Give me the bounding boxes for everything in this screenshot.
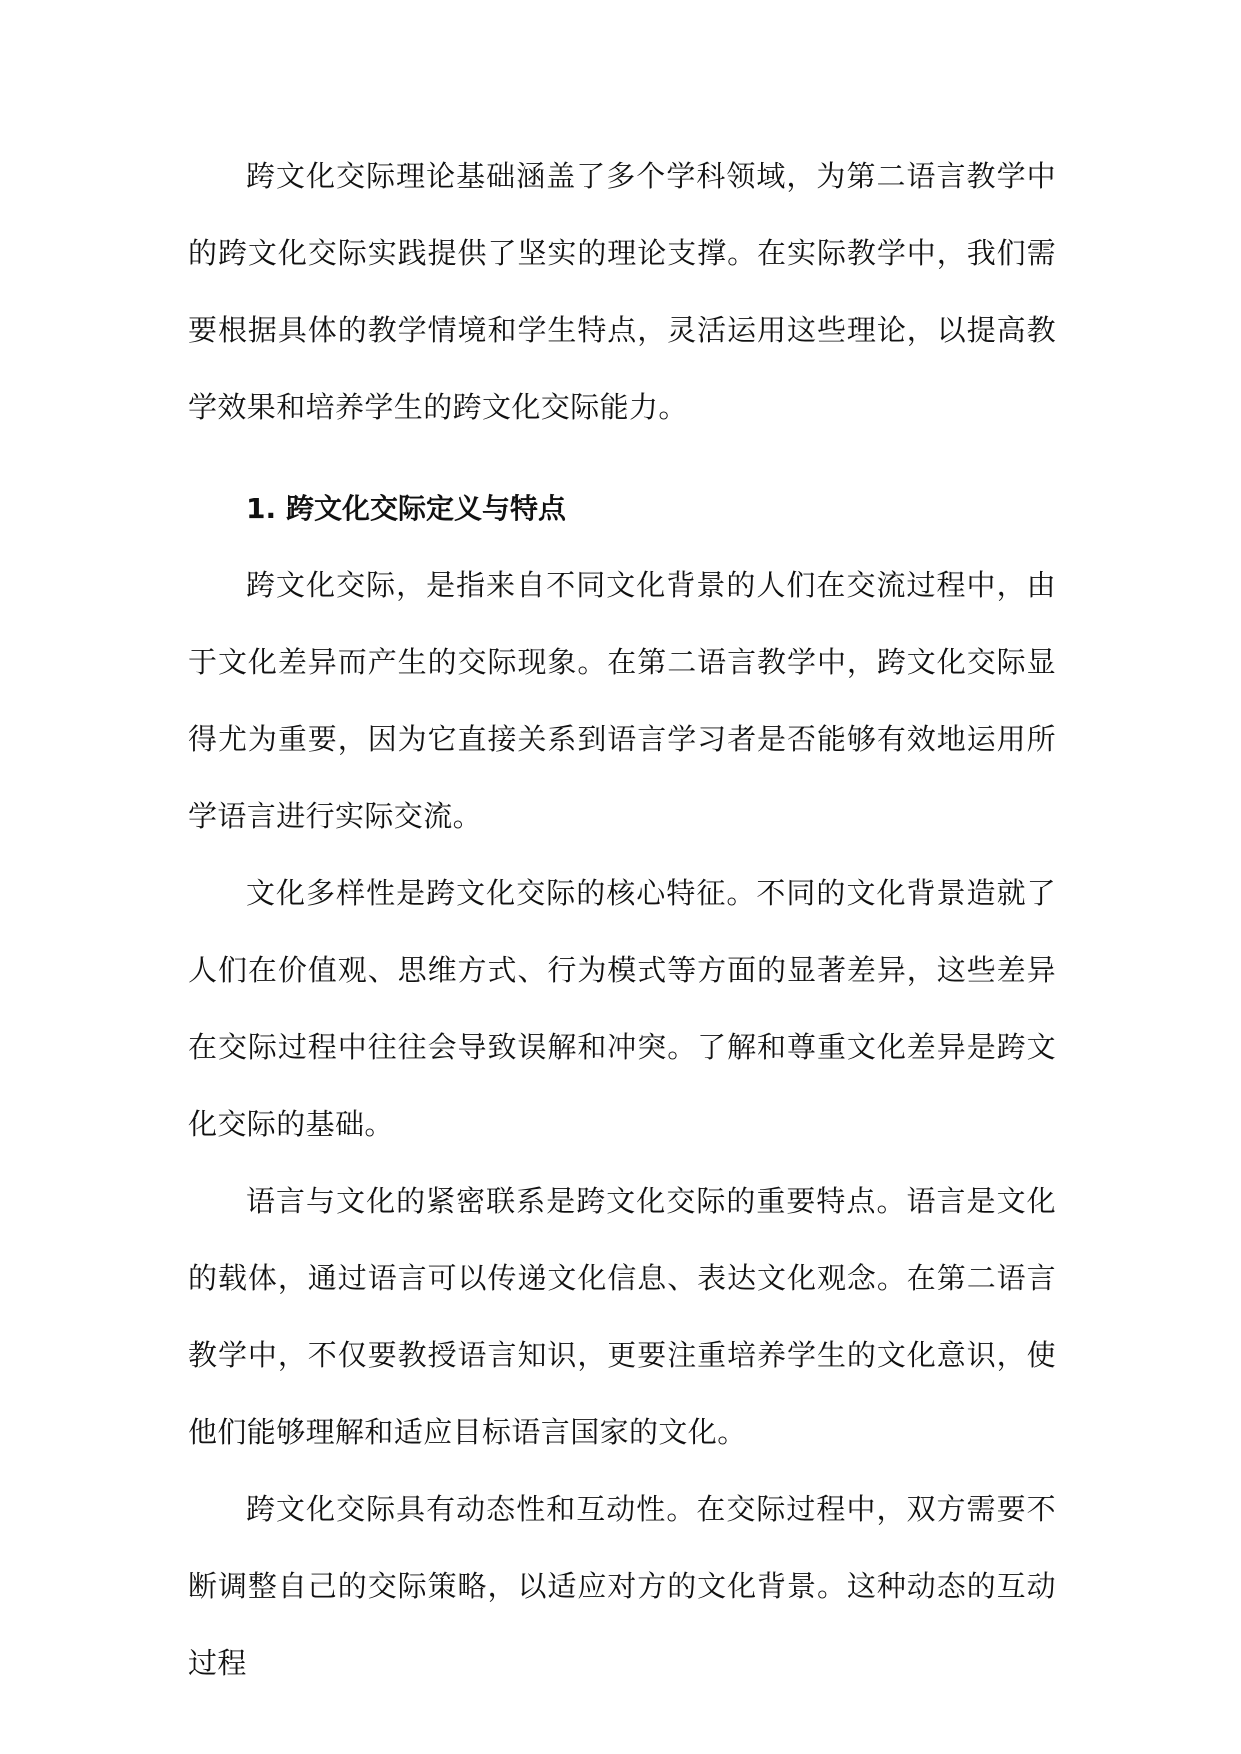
section-number: 1. bbox=[246, 492, 277, 525]
paragraph-diversity: 文化多样性是跨文化交际的核心特征。不同的文化背景造就了人们在价值观、思维方式、行为模式等方面的显著差异，这些差异在交际过程中往往会导致误解和冲突。了解和尊重文化差异是跨文化交际的基础。 bbox=[188, 876, 1056, 1141]
paragraph-dynamics: 跨文化交际具有动态性和互动性。在交际过程中，双方需要不断调整自己的交际策略，以适应对方的文化背景。这种动态的互动过程 bbox=[188, 1492, 1056, 1680]
document-page bbox=[188, 138, 1056, 1702]
paragraph-definition: 跨文化交际，是指来自不同文化背景的人们在交流过程中，由于文化差异而产生的交际现象。在第二语言教学中，跨文化交际显得尤为重要，因为它直接关系到语言学习者是否能够有效地运用所学语言进行实际交流。 bbox=[188, 568, 1056, 833]
section-title: 跨文化交际定义与特点 bbox=[286, 492, 567, 525]
intro-paragraph: 跨文化交际理论基础涵盖了多个学科领域，为第二语言教学中的跨文化交际实践提供了坚实的理论支撑。在实际教学中，我们需要根据具体的教学情境和学生特点，灵活运用这些理论，以提高教学效果和培养学生的跨文化交际能力。 bbox=[188, 159, 1056, 424]
spacer bbox=[188, 446, 1056, 454]
paragraph-language-culture: 语言与文化的紧密联系是跨文化交际的重要特点。语言是文化的载体，通过语言可以传递文化信息、表达文化观念。在第二语言教学中，不仅要教授语言知识，更要注重培养学生的文化意识，使他们能够理解和适应目标语言国家的文化。 bbox=[188, 1184, 1056, 1449]
section-heading bbox=[188, 470, 1056, 547]
